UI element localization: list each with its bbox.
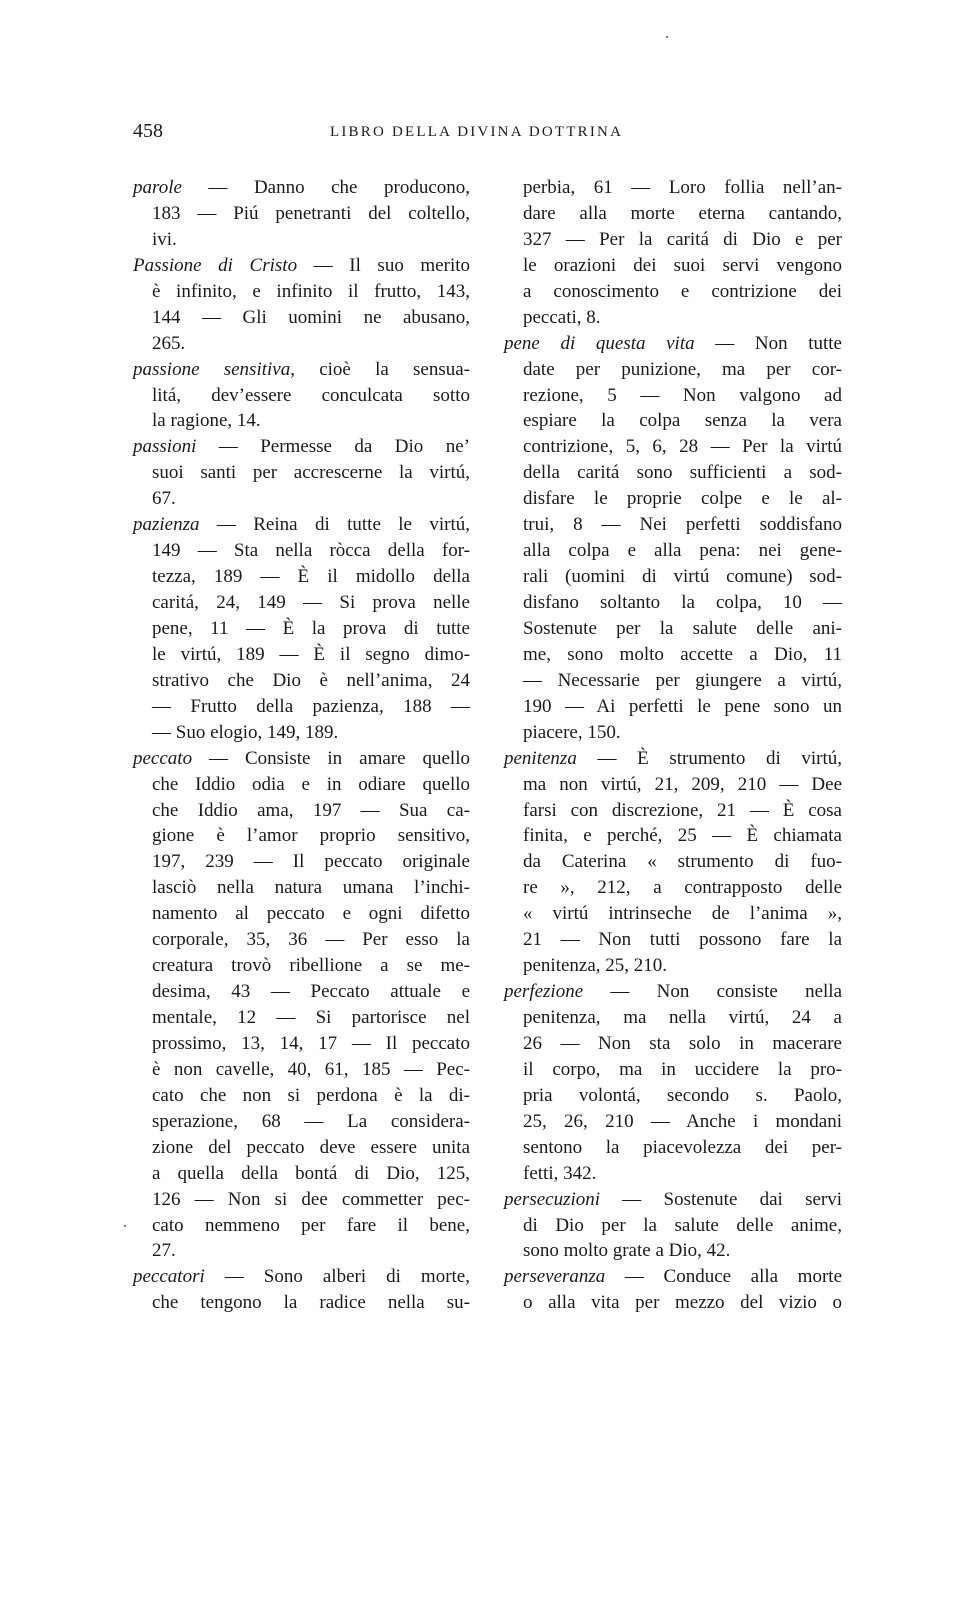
index-text-line	[133, 460, 470, 486]
index-headword: persecuzioni	[504, 1188, 601, 1210]
index-text: peccati, 8.	[523, 306, 601, 328]
index-text-line	[133, 1005, 470, 1031]
index-text-line	[504, 1135, 842, 1161]
index-text: 25, 26, 210 — Anche i mondani	[523, 1110, 842, 1132]
index-column-right	[504, 175, 842, 1316]
index-text: — Non consiste nella	[583, 981, 842, 1003]
running-title: LIBRO DELLA DIVINA DOTTRINA	[330, 124, 624, 140]
index-text: « virtú intrinseche de l’anima »,	[523, 903, 842, 925]
index-text: rali (uomini di virtú comune) sod-	[523, 566, 842, 588]
index-text: 327 — Per la caritá di Dio e per	[523, 228, 842, 250]
index-text-line	[504, 616, 842, 642]
index-text-line	[504, 720, 842, 746]
index-text: date per punizione, ma per cor-	[523, 358, 842, 380]
index-text-line	[504, 538, 842, 564]
index-text: finita, e perché, 25 — È chiamata	[523, 825, 842, 847]
index-text-line	[133, 823, 470, 849]
index-text: a conoscimento e contrizione dei	[523, 280, 842, 302]
index-text: a quella della bontá di Dio, 125,	[152, 1162, 470, 1184]
index-text-line	[504, 564, 842, 590]
index-entry-line	[133, 253, 470, 279]
index-text: mentale, 12 — Si partorisce nel	[152, 1007, 470, 1028]
index-text: o alla vita per mezzo del vizio o	[523, 1292, 842, 1314]
index-text: re », 212, a contrapposto delle	[523, 877, 842, 899]
index-text: è infinito, e infinito il frutto, 143,	[152, 280, 470, 302]
index-text-line	[504, 279, 842, 305]
index-text-line	[133, 694, 470, 720]
index-text-line	[504, 460, 842, 486]
index-text-line	[133, 1135, 470, 1161]
index-text: suoi santi per accrescerne la virtú,	[152, 462, 470, 484]
index-entry-line	[504, 1187, 842, 1213]
index-text-line	[504, 798, 842, 824]
index-text-line	[133, 953, 470, 979]
index-text-line	[504, 590, 842, 616]
index-headword: pazienza	[133, 514, 200, 536]
index-text-line	[133, 1031, 470, 1057]
index-text: dare alla morte eterna cantando,	[523, 202, 842, 224]
index-text: , cioè la sensua-	[290, 358, 470, 380]
index-text: che tengono la radice nella su-	[152, 1292, 470, 1314]
index-text: strativo che Dio è nell’anima, 24	[152, 669, 470, 691]
index-text-line	[133, 1057, 470, 1083]
index-text-line	[504, 253, 842, 279]
index-text-line	[504, 175, 842, 201]
index-text-line	[133, 1290, 470, 1316]
scan-speck	[124, 1225, 126, 1227]
index-text: 27.	[152, 1240, 176, 1262]
index-text: lasciò nella natura umana l’inchi-	[152, 877, 470, 899]
index-text: sperazione, 68 — La considera-	[152, 1110, 470, 1132]
index-text-line	[133, 486, 470, 512]
index-text: corporale, 35, 36 — Per esso la	[152, 929, 470, 951]
index-text: trui, 8 — Nei perfetti soddisfano	[523, 514, 842, 536]
index-text: penitenza, ma nella virtú, 24 a	[523, 1007, 842, 1028]
index-text: rezione, 5 — Non valgono ad	[523, 384, 842, 406]
index-text: namento al peccato e ogni difetto	[152, 903, 470, 925]
index-text-line	[133, 538, 470, 564]
index-text: 265.	[152, 332, 186, 354]
index-text: le virtú, 189 — È il segno dimo-	[152, 643, 470, 665]
index-text: contrizione, 5, 6, 28 — Per la virtú	[523, 436, 842, 458]
index-headword: perfezione	[504, 981, 584, 1003]
index-text: cato nemmeno per fare il bene,	[152, 1214, 470, 1236]
index-text-line	[133, 668, 470, 694]
index-text: sentono la piacevolezza dei per-	[523, 1136, 842, 1158]
index-text-line	[504, 849, 842, 875]
index-entry-line	[133, 434, 470, 460]
index-text-line	[133, 616, 470, 642]
index-text-line	[133, 979, 470, 1005]
index-text-line	[133, 772, 470, 798]
index-text: — Permesse da Dio ne’	[196, 436, 470, 458]
index-text: espiare la colpa senza la vera	[523, 410, 842, 432]
index-text-line	[133, 875, 470, 901]
index-column-left	[133, 175, 470, 1316]
index-headword: passioni	[133, 436, 197, 458]
index-text-line	[133, 1083, 470, 1109]
index-text-line	[133, 331, 470, 357]
index-text-line	[504, 1213, 842, 1239]
index-text: — Sono alberi di morte,	[204, 1266, 470, 1288]
index-text-line	[133, 305, 470, 331]
index-headword: perseveranza	[504, 1266, 606, 1288]
index-text: di Dio per la salute delle anime,	[523, 1214, 842, 1236]
index-text: gione è l’amor proprio sensitivo,	[152, 825, 470, 847]
index-text-line	[133, 590, 470, 616]
index-text: — Suo elogio, 149, 189.	[152, 721, 339, 743]
index-text: fetti, 342.	[523, 1162, 597, 1184]
index-text: 183 — Piú penetranti del coltello,	[152, 202, 470, 224]
index-text-line	[504, 1290, 842, 1316]
index-text-line	[133, 227, 470, 253]
index-text-line	[504, 1238, 842, 1264]
index-text-line	[504, 408, 842, 434]
index-text-line	[133, 1161, 470, 1187]
index-text: — Consiste in amare quello	[192, 747, 470, 769]
index-text: — Conduce alla morte	[605, 1266, 842, 1288]
index-text-line	[133, 1238, 470, 1264]
index-text-line	[504, 668, 842, 694]
index-text: prossimo, 13, 14, 17 — Il peccato	[152, 1032, 470, 1054]
index-text: Sostenute per la salute delle ani-	[523, 617, 842, 639]
index-text: che Iddio ama, 197 — Sua ca-	[152, 799, 470, 821]
index-text: sono molto grate a Dio, 42.	[523, 1240, 731, 1262]
index-text: la ragione, 14.	[152, 410, 261, 432]
index-text: litá, dev’essere conculcata sotto	[152, 384, 470, 406]
index-text-line	[504, 227, 842, 253]
index-text-line	[504, 953, 842, 979]
index-entry-line	[133, 175, 470, 201]
index-text-line	[133, 720, 470, 746]
index-text-line	[504, 201, 842, 227]
index-text: 26 — Non sta solo in macerare	[523, 1032, 842, 1054]
index-text: alla colpa e alla pena: nei gene-	[523, 540, 842, 562]
index-text-line	[504, 823, 842, 849]
index-text: disfano soltanto la colpa, 10 —	[523, 592, 842, 613]
index-text: 21 — Non tutti possono fare la	[523, 929, 842, 951]
index-text: creatura trovò ribellione a se me-	[152, 955, 470, 977]
index-text: 149 — Sta nella ròcca della for-	[152, 540, 470, 562]
index-text-line	[133, 1109, 470, 1135]
index-text-line	[504, 901, 842, 927]
index-text: 126 — Non si dee commetter pec-	[152, 1188, 470, 1210]
index-entry-line	[504, 746, 842, 772]
index-text: farsi con discrezione, 21 — È cosa	[523, 799, 842, 821]
index-text: ma non virtú, 21, 209, 210 — Dee	[523, 773, 842, 795]
index-text: 197, 239 — Il peccato originale	[152, 851, 470, 873]
index-text-line	[133, 927, 470, 953]
index-text-line	[504, 642, 842, 668]
index-text-line	[504, 357, 842, 383]
index-text-line	[133, 279, 470, 305]
index-text-line	[504, 1031, 842, 1057]
index-text-line	[133, 564, 470, 590]
scan-speck	[666, 36, 668, 38]
index-text: ivi.	[152, 228, 177, 250]
index-entry-line	[504, 1264, 842, 1290]
index-headword: pene di questa vita	[504, 332, 695, 354]
index-text-line	[504, 1005, 842, 1031]
index-entry-line	[504, 979, 842, 1005]
index-text-line	[133, 383, 470, 409]
index-text: il corpo, ma in uccidere la pro-	[523, 1058, 842, 1080]
index-text: è non cavelle, 40, 61, 185 — Pec-	[152, 1058, 470, 1080]
index-text: piacere, 150.	[523, 721, 621, 743]
index-text-line	[133, 1187, 470, 1213]
index-headword: peccatori	[133, 1266, 205, 1288]
index-text: tezza, 189 — È il midollo della	[152, 566, 470, 588]
index-text: — Frutto della pazienza, 188 —	[152, 695, 470, 717]
index-text-line	[504, 1083, 842, 1109]
index-text: che Iddio odia e in odiare quello	[152, 773, 470, 795]
index-text-line	[504, 486, 842, 512]
index-text: perbia, 61 — Loro follia nell’an-	[523, 177, 842, 198]
index-text-line	[133, 1213, 470, 1239]
index-text-line	[504, 694, 842, 720]
index-text-line	[504, 1161, 842, 1187]
index-text: — Danno che producono,	[181, 177, 470, 198]
index-text: 67.	[152, 488, 176, 510]
index-text: zione del peccato deve essere unita	[152, 1136, 470, 1158]
index-text: disfare le proprie colpe e le al-	[523, 488, 842, 510]
index-text: pene, 11 — È la prova di tutte	[152, 617, 470, 639]
page-number: 458	[133, 120, 163, 142]
index-text-line	[504, 772, 842, 798]
index-text: — Il suo merito	[297, 254, 470, 276]
index-text: — Non tutte	[694, 332, 842, 354]
index-text-line	[504, 1109, 842, 1135]
index-text-line	[133, 798, 470, 824]
index-text-line	[504, 383, 842, 409]
index-text: — Sostenute dai servi	[600, 1188, 842, 1210]
index-text-line	[133, 642, 470, 668]
index-text: da Caterina « strumento di fuo-	[523, 851, 842, 873]
index-text-line	[504, 927, 842, 953]
index-text: caritá, 24, 149 — Si prova nelle	[152, 592, 470, 613]
index-headword: peccato	[133, 747, 193, 769]
index-text-line	[504, 1057, 842, 1083]
index-entry-line	[133, 512, 470, 538]
index-text-line	[133, 201, 470, 227]
index-text-line	[133, 408, 470, 434]
index-headword: penitenza	[504, 747, 577, 769]
index-text-line	[504, 875, 842, 901]
index-text: le orazioni dei suoi servi vengono	[523, 254, 842, 276]
index-text: — Necessarie per giungere a virtú,	[523, 669, 842, 691]
index-text: pria volontá, secondo s. Paolo,	[523, 1084, 842, 1106]
index-text-line	[504, 512, 842, 538]
index-text-line	[133, 901, 470, 927]
index-text: — È strumento di virtú,	[576, 747, 842, 769]
index-text: — Reina di tutte le virtú,	[199, 514, 470, 536]
index-entry-line	[133, 1264, 470, 1290]
index-entry-line	[133, 746, 470, 772]
index-text: 144 — Gli uomini ne abusano,	[152, 306, 470, 328]
index-text: desima, 43 — Peccato attuale e	[152, 981, 470, 1003]
index-headword: Passione di Cristo	[133, 254, 298, 276]
index-text: della caritá sono sufficienti a sod-	[523, 462, 842, 484]
index-text-line	[504, 305, 842, 331]
index-text: me, sono molto accette a Dio, 11	[523, 643, 842, 665]
index-text: 190 — Ai perfetti le pene sono un	[523, 695, 842, 717]
index-headword: parole	[133, 177, 182, 198]
index-entry-line	[504, 331, 842, 357]
index-entry-line	[133, 357, 470, 383]
index-text: cato che non si perdona è la di-	[152, 1084, 470, 1106]
index-headword: passione sensitiva	[133, 358, 291, 380]
index-text-line	[133, 849, 470, 875]
index-text-line	[504, 434, 842, 460]
index-text: penitenza, 25, 210.	[523, 955, 668, 977]
